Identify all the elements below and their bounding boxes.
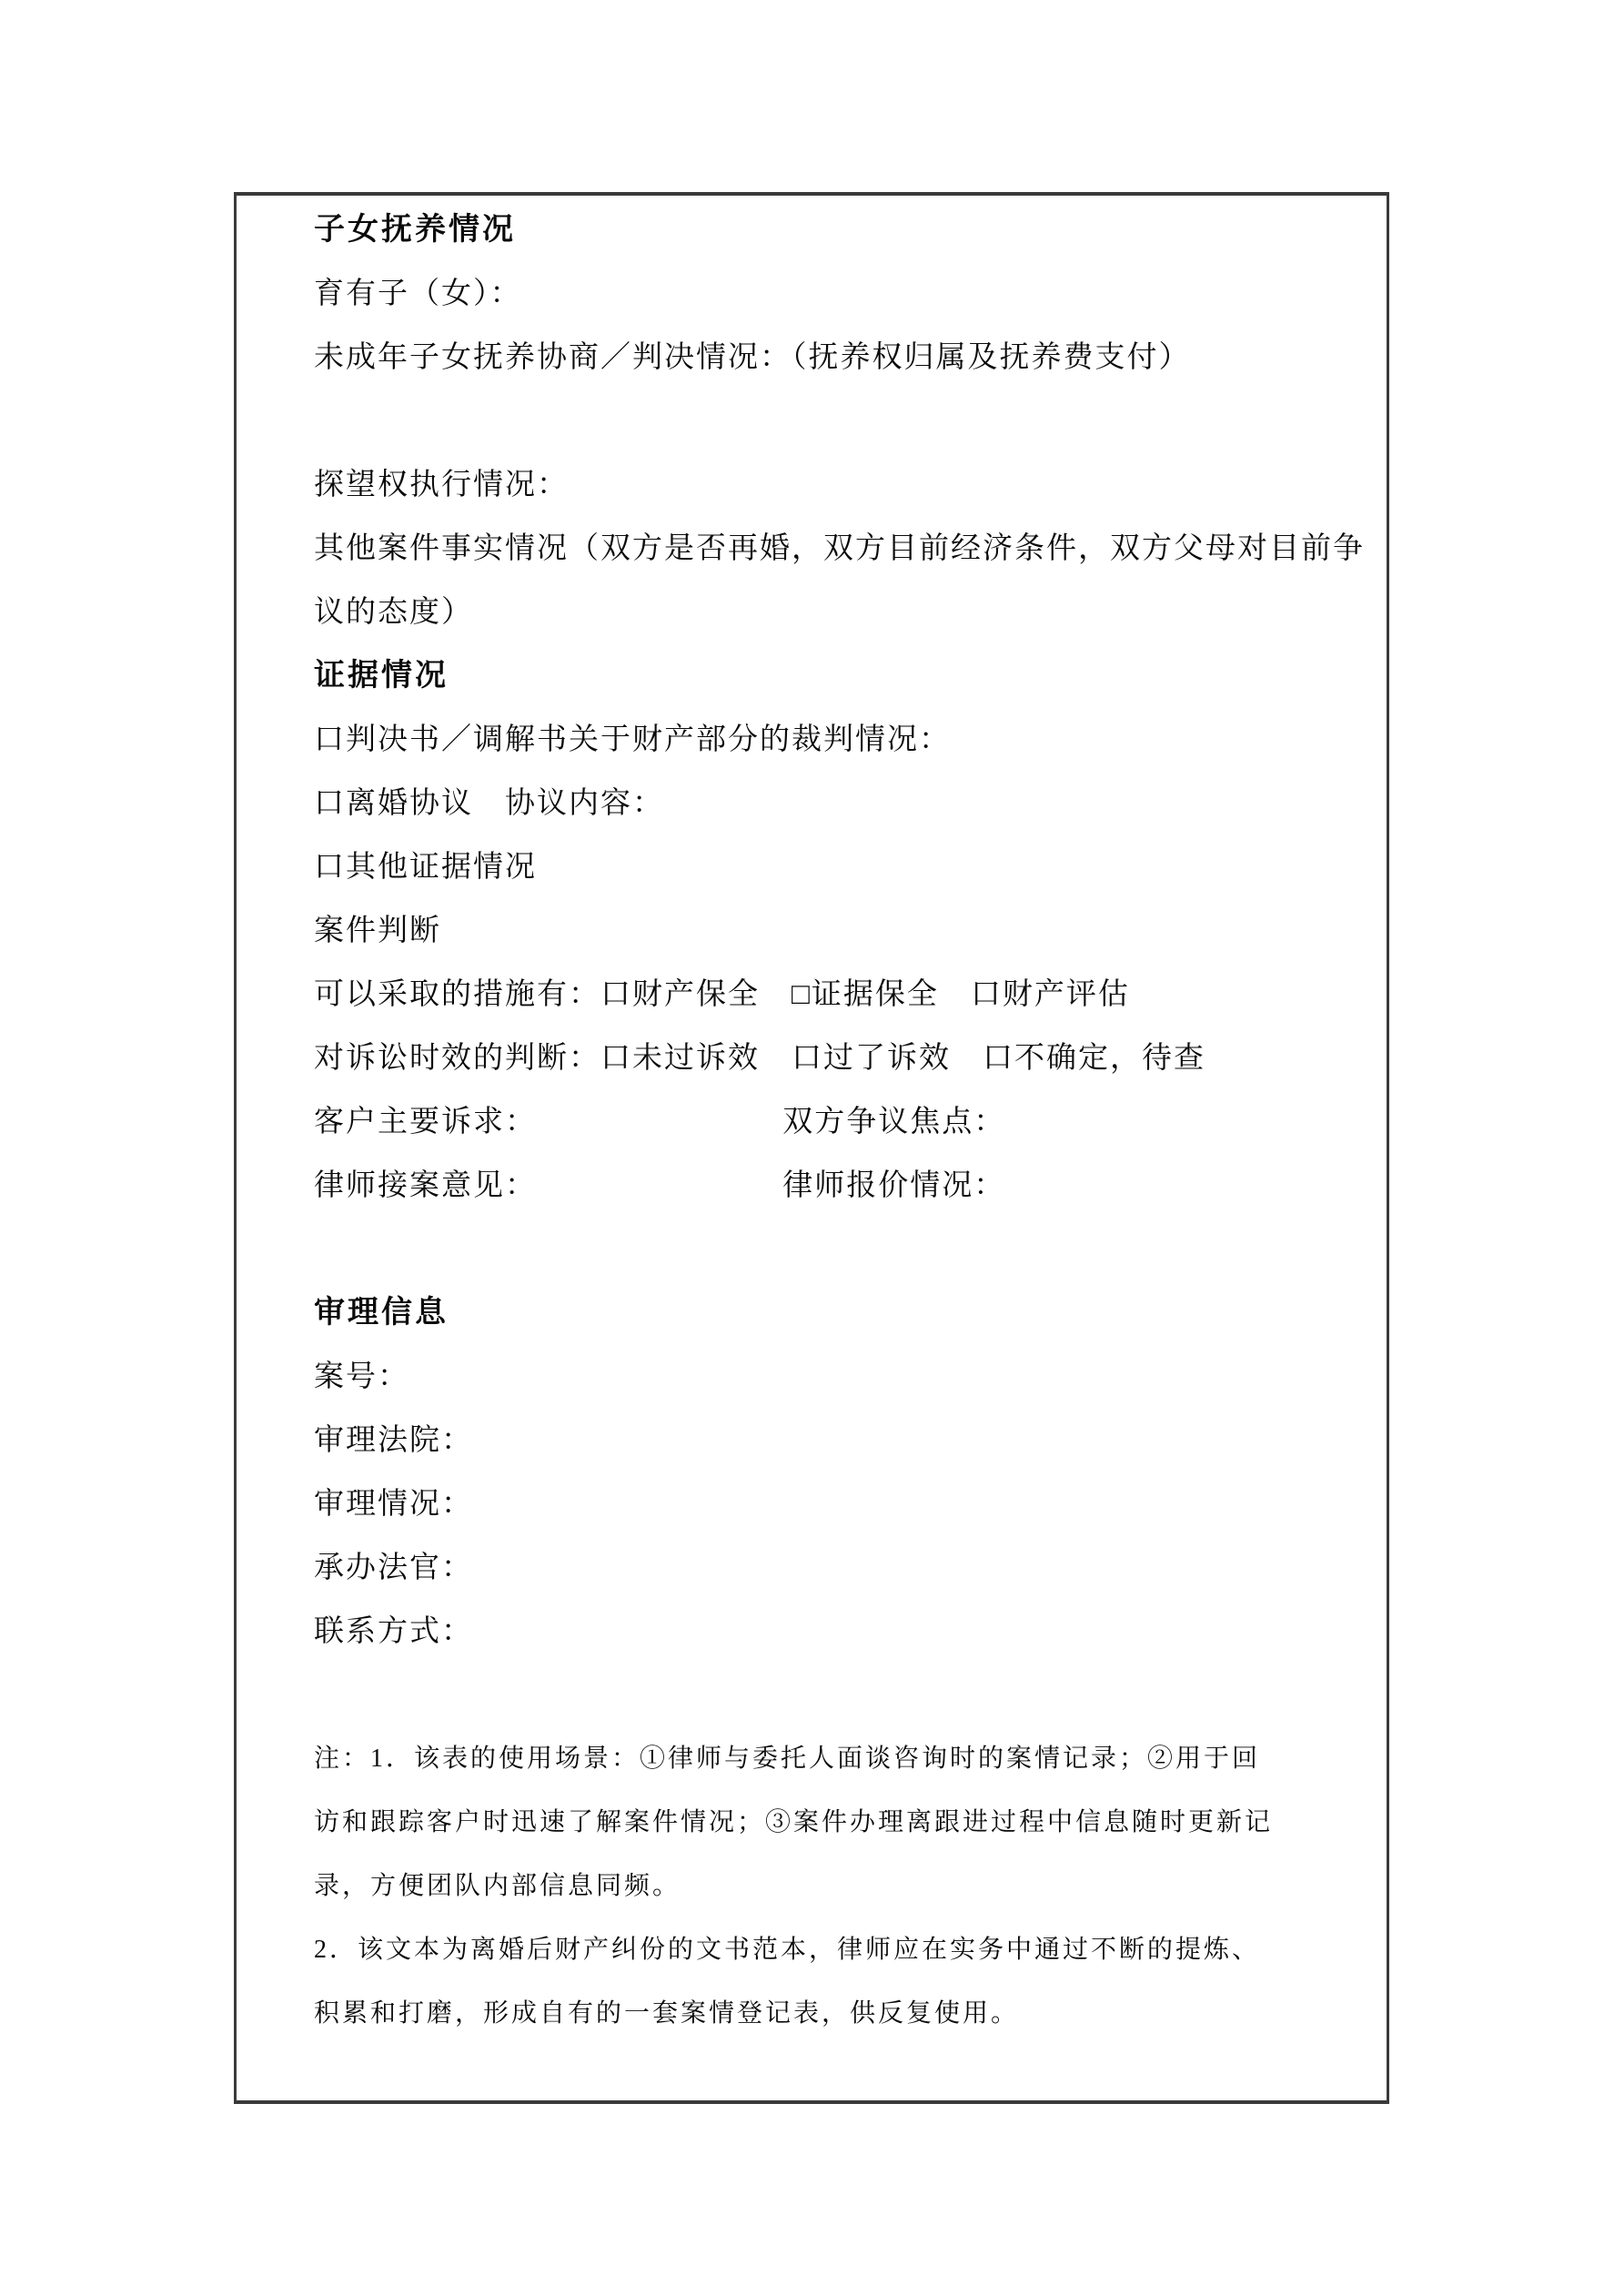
line-visitation-rights: 探望权执行情况： [314, 469, 569, 501]
note-line-2: 访和跟踪客户时迅速了解案件情况；③案件办理离跟进过程中信息随时更新记 [314, 1808, 1274, 1836]
heading-child-custody: 子女抚养情况 [314, 213, 516, 247]
lawyer-quote-label: 律师报价情况： [782, 1169, 1006, 1202]
note-line-3: 录，方便团队内部信息同频。 [314, 1872, 681, 1900]
line-other-evidence: 口其他证据情况 [314, 851, 537, 884]
line-limitation-judgment: 对诉讼时效的判断：口未过诉效 口过了诉效 口不确定，待查 [314, 1042, 1205, 1075]
case-registration-form-box [234, 192, 1389, 2104]
row-claims-and-dispute [314, 1090, 1370, 1154]
note-line-1: 注：1．该表的使用场景：①律师与委托人面谈咨询时的案情记录；②用于回 [314, 1745, 1261, 1773]
line-available-measures: 可以采取的措施有：口财产保全 □证据保全 口财产评估 [314, 978, 1130, 1011]
note-line-4: 2．该文本为离婚后财产纠份的文书范本，律师应在实务中通过不断的提炼、 [314, 1936, 1261, 1964]
blank-line [314, 389, 1370, 453]
heading-evidence: 证据情况 [314, 659, 449, 693]
line-contact-info: 联系方式： [314, 1615, 473, 1648]
line-divorce-agreement-evidence: 口离婚协议 协议内容： [314, 787, 664, 820]
note-line-5: 积累和打磨，形成自有的一套案情登记表，供反复使用。 [314, 1999, 1020, 2028]
line-case-number: 案号： [314, 1360, 409, 1393]
line-judgment-mediation-evidence: 口判决书／调解书关于财产部分的裁判情况： [314, 723, 951, 756]
blank-line [314, 1218, 1370, 1281]
line-minor-custody-agreement: 未成年子女抚养协商／判决情况：（抚养权归属及抚养费支付） [314, 341, 1191, 374]
dispute-focus-label: 双方争议焦点： [782, 1106, 1006, 1138]
row-opinion-and-quote [314, 1154, 1370, 1218]
line-presiding-judge: 承办法官： [314, 1552, 473, 1584]
line-other-case-facts: 其他案件事实情况（双方是否再婚，双方目前经济条件，双方父母对目前争 [314, 532, 1365, 565]
client-claims-label: 客户主要诉求： [314, 1106, 537, 1138]
blank-line [314, 1664, 1370, 1727]
line-trial-court: 审理法院： [314, 1424, 473, 1457]
line-trial-status: 审理情况： [314, 1488, 473, 1521]
line-other-case-facts-cont: 议的态度） [314, 596, 473, 629]
lawyer-opinion-label: 律师接案意见： [314, 1169, 537, 1202]
line-has-children: 育有子（女）： [314, 278, 522, 310]
line-case-judgment: 案件判断 [314, 915, 441, 947]
heading-trial-info: 审理信息 [314, 1296, 449, 1330]
